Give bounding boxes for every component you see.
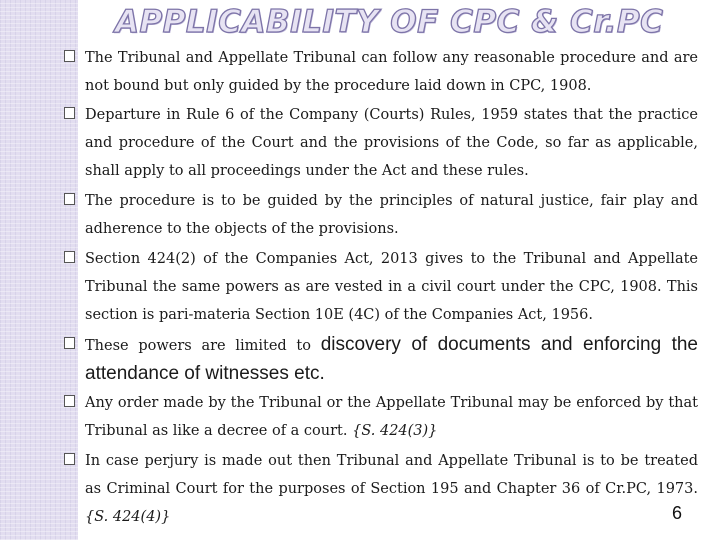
bullet-box-icon xyxy=(64,107,75,119)
bullet-item xyxy=(64,245,698,329)
bullet-box-icon xyxy=(64,251,75,263)
page-number: 6 xyxy=(672,503,683,523)
bullet-text-main: In case perjury is made out then Tribunal and Appellate Tribunal is to be treated as Criminal Court for the purposes of Section 195 and Chapter 36 of Cr.PC, 1973. xyxy=(85,453,698,497)
bullet-item xyxy=(64,389,698,445)
bullet-text xyxy=(85,331,698,389)
bullet-text: Departure in Rule 6 of the Company (Courts) Rules, 1959 states that the practice and procedure of the Court and the provisions of the Code, so far as applicable, shall apply to all proceedings under the Act and these rules. xyxy=(85,107,698,179)
bullet-text: The procedure is to be guided by the principles of natural justice, fair play and adherence to the objects of the provisions. xyxy=(85,193,698,237)
section-citation: {S. 424(3)} xyxy=(352,423,438,439)
slide-title: APPLICABILITY OF CPC & Cr.PC xyxy=(115,4,664,40)
bullet-text-main: Any order made by the Tribunal or the Appellate Tribunal may be enforced by that Tribunal as like a decree of a court. xyxy=(85,395,698,439)
bullet-text-sans: discovery of documents and enforcing the attendance of witnesses etc. xyxy=(85,334,698,384)
bullet-text: The Tribunal and Appellate Tribunal can follow any reasonable procedure and are not bound but only guided by the procedure laid down in CPC, 1908. xyxy=(85,50,698,94)
bullet-item xyxy=(64,44,698,100)
bullet-text xyxy=(85,447,698,531)
bullet-box-icon xyxy=(64,193,75,205)
bullet-text xyxy=(85,389,698,445)
bullet-item xyxy=(64,187,698,243)
bullet-box-icon xyxy=(64,395,75,407)
bullet-text: Section 424(2) of the Companies Act, 2013 gives to the Tribunal and Appellate Tribunal the same powers as are vested in a civil court under the CPC, 1908. This section is pari-materia Section 10E (4C) of the Companies Act, 1956. xyxy=(85,251,698,323)
bullet-item xyxy=(64,101,698,185)
bullet-box-icon xyxy=(64,337,75,349)
bullet-item xyxy=(64,447,698,531)
bullet-text-serif: These powers are limited to xyxy=(85,338,321,354)
bullet-item xyxy=(64,331,698,389)
section-citation: {S. 424(4)} xyxy=(85,509,171,525)
bullet-box-icon xyxy=(64,50,75,62)
bullet-box-icon xyxy=(64,453,75,465)
